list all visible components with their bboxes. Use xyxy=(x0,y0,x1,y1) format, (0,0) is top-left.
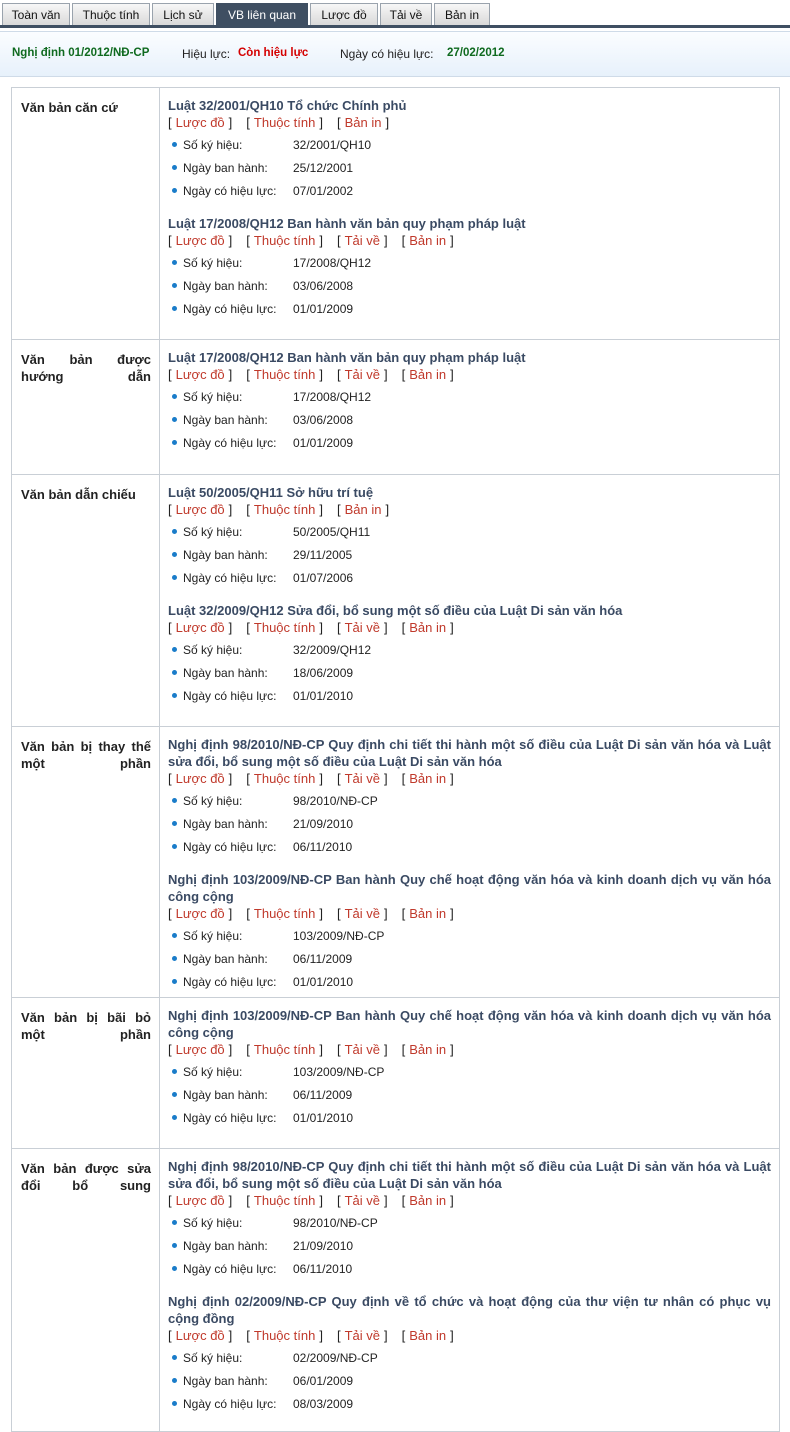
tai-ve-link[interactable]: Tải về xyxy=(344,1042,380,1057)
document-action-links xyxy=(168,905,771,922)
document-title-link[interactable]: Nghị định 02/2009/NĐ-CP Quy định về tổ chức và hoạt động của thư viện tư nhân có phục vụ cộng đồng xyxy=(168,1294,771,1326)
attribute-ngay-hieu-luc xyxy=(168,301,771,324)
bullet-icon xyxy=(172,844,177,849)
bullet-icon xyxy=(172,1115,177,1120)
bullet-icon xyxy=(172,670,177,675)
link-bracket: [ Thuộc tính ] xyxy=(246,1328,323,1343)
attribute-value: 18/06/2009 xyxy=(293,666,354,680)
attribute-value: 01/07/2006 xyxy=(293,571,354,585)
document-title-link[interactable]: Luật 17/2008/QH12 Ban hành văn bản quy phạm pháp luật xyxy=(168,216,526,231)
luoc-do-link[interactable]: Lược đồ xyxy=(175,1042,225,1057)
link-bracket: [ Lược đồ ] xyxy=(168,1042,233,1057)
related-document xyxy=(168,736,771,862)
bullet-icon xyxy=(172,575,177,580)
document-action-links xyxy=(168,1327,771,1344)
attribute-so-ky-hieu xyxy=(168,793,771,816)
status-value: Còn hiệu lực xyxy=(238,47,309,59)
tab-vb-lien-quan[interactable]: VB liên quan xyxy=(216,3,308,25)
attribute-ngay-ban-hanh xyxy=(168,278,771,301)
bullet-icon xyxy=(172,260,177,265)
attribute-label: Ngày có hiệu lực: xyxy=(183,975,277,989)
document-attributes xyxy=(168,255,771,324)
bullet-icon xyxy=(172,1092,177,1097)
attribute-label: Ngày có hiệu lực: xyxy=(183,1397,277,1411)
attribute-ngay-hieu-luc xyxy=(168,1396,771,1419)
luoc-do-link[interactable]: Lược đồ xyxy=(175,1328,225,1343)
attribute-label: Ngày ban hành: xyxy=(183,413,268,427)
link-bracket: [ Bản in ] xyxy=(336,115,390,130)
document-title-link[interactable]: Luật 50/2005/QH11 Sở hữu trí tuệ xyxy=(168,485,374,500)
tab-lich-su[interactable]: Lịch sử xyxy=(152,3,214,25)
tab-luoc-do[interactable]: Lược đồ xyxy=(310,3,378,25)
link-bracket: [ Tải về ] xyxy=(336,1193,388,1208)
luoc-do-link[interactable]: Lược đồ xyxy=(175,906,225,921)
link-bracket: [ Thuộc tính ] xyxy=(246,620,323,635)
ban-in-link[interactable]: Bản in xyxy=(344,115,382,130)
tab-bar xyxy=(0,0,790,28)
luoc-do-link[interactable]: Lược đồ xyxy=(175,771,225,786)
section-row xyxy=(12,88,779,339)
section-label: Văn bản căn cứ xyxy=(12,88,160,339)
link-bracket: [ Tải về ] xyxy=(336,906,388,921)
attribute-ngay-hieu-luc xyxy=(168,1261,771,1284)
bullet-icon xyxy=(172,1355,177,1360)
link-bracket: [ Bản in ] xyxy=(401,1042,454,1057)
related-document xyxy=(168,1293,771,1419)
attribute-value: 17/2008/QH12 xyxy=(293,390,372,404)
document-action-links xyxy=(168,619,771,636)
link-bracket: [ Lược đồ ] xyxy=(168,906,233,921)
attribute-value: 03/06/2008 xyxy=(293,279,354,293)
attribute-label: Số ký hiệu: xyxy=(183,138,243,152)
section-row xyxy=(12,474,779,726)
attribute-label: Số ký hiệu: xyxy=(183,1216,243,1230)
tai-ve-link[interactable]: Tải về xyxy=(344,1328,380,1343)
attribute-ngay-hieu-luc xyxy=(168,1110,771,1133)
bullet-icon xyxy=(172,417,177,422)
attribute-ngay-ban-hanh xyxy=(168,665,771,688)
link-bracket: [ Tải về ] xyxy=(336,1042,388,1057)
attribute-value: 21/09/2010 xyxy=(293,1239,354,1253)
link-bracket: [ Bản in ] xyxy=(401,233,454,248)
thuoc-tinh-link[interactable]: Thuộc tính xyxy=(253,906,316,921)
thuoc-tinh-link[interactable]: Thuộc tính xyxy=(253,1193,316,1208)
attribute-label: Ngày có hiệu lực: xyxy=(183,571,277,585)
attribute-label: Ngày ban hành: xyxy=(183,1239,268,1253)
attribute-value: 06/11/2010 xyxy=(293,840,353,854)
attribute-value: 32/2001/QH10 xyxy=(293,138,372,152)
attribute-value: 06/11/2009 xyxy=(293,952,353,966)
section-row xyxy=(12,997,779,1148)
attribute-value: 29/11/2005 xyxy=(293,548,353,562)
link-bracket: [ Tải về ] xyxy=(336,620,388,635)
bullet-icon xyxy=(172,283,177,288)
bullet-icon xyxy=(172,1243,177,1248)
document-action-links xyxy=(168,1192,771,1209)
ban-in-link[interactable]: Bản in xyxy=(409,1042,447,1057)
bullet-icon xyxy=(172,1401,177,1406)
bullet-icon xyxy=(172,529,177,534)
attribute-label: Ngày ban hành: xyxy=(183,952,268,966)
attribute-ngay-ban-hanh xyxy=(168,1238,771,1261)
effective-date-value: 27/02/2012 xyxy=(447,47,505,59)
ban-in-link[interactable]: Bản in xyxy=(409,620,447,635)
attribute-label: Ngày có hiệu lực: xyxy=(183,1262,277,1276)
section-row xyxy=(12,339,779,474)
attribute-label: Số ký hiệu: xyxy=(183,794,243,808)
attribute-ngay-ban-hanh xyxy=(168,951,771,974)
bullet-icon xyxy=(172,394,177,399)
doc-number: Nghị định 01/2012/NĐ-CP xyxy=(12,47,150,59)
tab-thuoc-tinh[interactable]: Thuộc tính xyxy=(72,3,150,25)
link-bracket: [ Lược đồ ] xyxy=(168,233,233,248)
tai-ve-link[interactable]: Tải về xyxy=(344,367,380,382)
attribute-so-ky-hieu xyxy=(168,1215,771,1238)
luoc-do-link[interactable]: Lược đồ xyxy=(175,1193,225,1208)
document-action-links xyxy=(168,114,771,131)
status-label: Hiệu lực: xyxy=(182,47,231,61)
tab-toan-van[interactable]: Toàn văn xyxy=(2,3,70,25)
attribute-label: Ngày có hiệu lực: xyxy=(183,184,277,198)
attribute-ngay-hieu-luc xyxy=(168,839,771,862)
link-bracket: [ Thuộc tính ] xyxy=(246,233,323,248)
document-title-link[interactable]: Nghị định 103/2009/NĐ-CP Ban hành Quy chế hoạt động văn hóa và kinh doanh dịch vụ văn hóa công cộng xyxy=(168,872,771,904)
attribute-so-ky-hieu xyxy=(168,928,771,951)
tai-ve-link[interactable]: Tải về xyxy=(344,620,380,635)
attribute-value: 32/2009/QH12 xyxy=(293,643,372,657)
document-attributes xyxy=(168,642,771,711)
thuoc-tinh-link[interactable]: Thuộc tính xyxy=(253,367,316,382)
link-bracket: [ Bản in ] xyxy=(401,1193,454,1208)
bullet-icon xyxy=(172,956,177,961)
attribute-value: 02/2009/NĐ-CP xyxy=(293,1351,378,1365)
document-attributes xyxy=(168,389,771,458)
section-label: Văn bản bị thay thế một phần xyxy=(12,727,160,997)
ban-in-link[interactable]: Bản in xyxy=(344,502,382,517)
attribute-value: 98/2010/NĐ-CP xyxy=(293,794,378,808)
attribute-ngay-hieu-luc xyxy=(168,435,771,458)
document-attributes xyxy=(168,793,771,862)
attribute-value: 98/2010/NĐ-CP xyxy=(293,1216,378,1230)
tai-ve-link[interactable]: Tải về xyxy=(344,771,380,786)
bullet-icon xyxy=(172,306,177,311)
section-label: Văn bản được sửa đổi bổ sung xyxy=(12,1149,160,1431)
attribute-label: Ngày ban hành: xyxy=(183,279,268,293)
attribute-value: 17/2008/QH12 xyxy=(293,256,372,270)
attribute-label: Ngày ban hành: xyxy=(183,1374,268,1388)
document-title-link[interactable]: Luật 17/2008/QH12 Ban hành văn bản quy phạm pháp luật xyxy=(168,350,526,365)
bullet-icon xyxy=(172,142,177,147)
related-document xyxy=(168,97,771,206)
link-bracket: [ Lược đồ ] xyxy=(168,115,233,130)
thuoc-tinh-link[interactable]: Thuộc tính xyxy=(253,233,316,248)
attribute-label: Ngày có hiệu lực: xyxy=(183,436,277,450)
document-title-link[interactable]: Luật 32/2001/QH10 Tổ chức Chính phủ xyxy=(168,98,407,113)
attribute-value: 103/2009/NĐ-CP xyxy=(293,1065,385,1079)
link-bracket: [ Lược đồ ] xyxy=(168,771,233,786)
ban-in-link[interactable]: Bản in xyxy=(409,906,447,921)
attribute-ngay-ban-hanh xyxy=(168,547,771,570)
attribute-value: 08/03/2009 xyxy=(293,1397,354,1411)
document-attributes xyxy=(168,137,771,206)
tai-ve-link[interactable]: Tải về xyxy=(344,1193,380,1208)
attribute-so-ky-hieu xyxy=(168,137,771,160)
thuoc-tinh-link[interactable]: Thuộc tính xyxy=(253,502,316,517)
attribute-label: Số ký hiệu: xyxy=(183,525,243,539)
link-bracket: [ Thuộc tính ] xyxy=(246,1193,323,1208)
document-action-links xyxy=(168,770,771,787)
luoc-do-link[interactable]: Lược đồ xyxy=(175,367,225,382)
attribute-value: 01/01/2010 xyxy=(293,1111,354,1125)
attribute-value: 21/09/2010 xyxy=(293,817,354,831)
related-document xyxy=(168,1007,771,1133)
attribute-ngay-ban-hanh xyxy=(168,412,771,435)
bullet-icon xyxy=(172,933,177,938)
bullet-icon xyxy=(172,798,177,803)
attribute-value: 06/11/2009 xyxy=(293,1088,353,1102)
attribute-so-ky-hieu xyxy=(168,642,771,665)
related-document xyxy=(168,484,771,593)
attribute-ngay-ban-hanh xyxy=(168,816,771,839)
related-document xyxy=(168,215,771,324)
attribute-label: Ngày có hiệu lực: xyxy=(183,302,277,316)
link-bracket: [ Tải về ] xyxy=(336,1328,388,1343)
bullet-icon xyxy=(172,1069,177,1074)
attribute-value: 01/01/2010 xyxy=(293,689,354,703)
document-attributes xyxy=(168,1215,771,1284)
ban-in-link[interactable]: Bản in xyxy=(409,771,447,786)
link-bracket: [ Bản in ] xyxy=(401,367,454,382)
attribute-value: 03/06/2008 xyxy=(293,413,354,427)
link-bracket: [ Bản in ] xyxy=(401,1328,454,1343)
luoc-do-link[interactable]: Lược đồ xyxy=(175,233,225,248)
tab-ban-in[interactable]: Bản in xyxy=(434,3,490,25)
attribute-value: 01/01/2009 xyxy=(293,302,354,316)
link-bracket: [ Thuộc tính ] xyxy=(246,367,323,382)
document-action-links xyxy=(168,501,771,518)
link-bracket: [ Thuộc tính ] xyxy=(246,1042,323,1057)
effective-date-label: Ngày có hiệu lực: xyxy=(340,47,434,61)
thuoc-tinh-link[interactable]: Thuộc tính xyxy=(253,620,316,635)
luoc-do-link[interactable]: Lược đồ xyxy=(175,115,225,130)
thuoc-tinh-link[interactable]: Thuộc tính xyxy=(253,771,316,786)
bullet-icon xyxy=(172,647,177,652)
link-bracket: [ Lược đồ ] xyxy=(168,1328,233,1343)
attribute-label: Số ký hiệu: xyxy=(183,390,243,404)
ban-in-link[interactable]: Bản in xyxy=(409,1328,447,1343)
thuoc-tinh-link[interactable]: Thuộc tính xyxy=(253,115,316,130)
ban-in-link[interactable]: Bản in xyxy=(409,1193,447,1208)
ban-in-link[interactable]: Bản in xyxy=(409,367,447,382)
document-title-link[interactable]: Nghị định 103/2009/NĐ-CP Ban hành Quy chế hoạt động văn hóa và kinh doanh dịch vụ văn hóa công cộng xyxy=(168,1008,771,1040)
link-bracket: [ Bản in ] xyxy=(336,502,390,517)
bullet-icon xyxy=(172,821,177,826)
attribute-value: 25/12/2001 xyxy=(293,161,354,175)
link-bracket: [ Lược đồ ] xyxy=(168,367,233,382)
related-document xyxy=(168,871,771,997)
link-bracket: [ Bản in ] xyxy=(401,906,454,921)
link-bracket: [ Bản in ] xyxy=(401,771,454,786)
section-content xyxy=(160,727,779,997)
document-info-bar xyxy=(0,31,790,77)
document-attributes xyxy=(168,1350,771,1419)
tai-ve-link[interactable]: Tải về xyxy=(344,233,380,248)
tai-ve-link[interactable]: Tải về xyxy=(344,906,380,921)
attribute-so-ky-hieu xyxy=(168,524,771,547)
document-action-links xyxy=(168,1041,771,1058)
document-attributes xyxy=(168,1064,771,1133)
attribute-value: 103/2009/NĐ-CP xyxy=(293,929,385,943)
link-bracket: [ Tải về ] xyxy=(336,367,388,382)
link-bracket: [ Bản in ] xyxy=(401,620,454,635)
link-bracket: [ Lược đồ ] xyxy=(168,620,233,635)
section-content xyxy=(160,475,779,726)
bullet-icon xyxy=(172,979,177,984)
link-bracket: [ Tải về ] xyxy=(336,771,388,786)
attribute-ngay-ban-hanh xyxy=(168,160,771,183)
attribute-so-ky-hieu xyxy=(168,389,771,412)
attribute-label: Ngày ban hành: xyxy=(183,161,268,175)
document-title-link[interactable]: Nghị định 98/2010/NĐ-CP Quy định chi tiết thi hành một số điều của Luật Di sản văn hóa và Luật sửa đổi, bổ sung một số điều của Luật Di sản văn hóa xyxy=(168,1159,771,1191)
link-bracket: [ Thuộc tính ] xyxy=(246,115,323,130)
attribute-label: Ngày có hiệu lực: xyxy=(183,689,277,703)
related-document xyxy=(168,349,771,458)
section-label: Văn bản được hướng dẫn xyxy=(12,340,160,474)
attribute-value: 06/01/2009 xyxy=(293,1374,354,1388)
section-content xyxy=(160,340,779,474)
attribute-ngay-ban-hanh xyxy=(168,1373,771,1396)
bullet-icon xyxy=(172,1378,177,1383)
bullet-icon xyxy=(172,440,177,445)
section-row xyxy=(12,1148,779,1431)
bullet-icon xyxy=(172,1220,177,1225)
attribute-label: Số ký hiệu: xyxy=(183,929,243,943)
attribute-value: 07/01/2002 xyxy=(293,184,354,198)
thuoc-tinh-link[interactable]: Thuộc tính xyxy=(253,1042,316,1057)
attribute-ngay-hieu-luc xyxy=(168,974,771,997)
attribute-label: Số ký hiệu: xyxy=(183,1065,243,1079)
attribute-value: 50/2005/QH11 xyxy=(293,525,371,539)
attribute-label: Số ký hiệu: xyxy=(183,256,243,270)
attribute-value: 01/01/2010 xyxy=(293,975,354,989)
document-attributes xyxy=(168,524,771,593)
attribute-label: Ngày ban hành: xyxy=(183,1088,268,1102)
attribute-label: Ngày có hiệu lực: xyxy=(183,1111,277,1125)
bullet-icon xyxy=(172,552,177,557)
bullet-icon xyxy=(172,1266,177,1271)
attribute-so-ky-hieu xyxy=(168,255,771,278)
attribute-label: Ngày ban hành: xyxy=(183,817,268,831)
link-bracket: [ Thuộc tính ] xyxy=(246,771,323,786)
attribute-label: Ngày ban hành: xyxy=(183,666,268,680)
section-content xyxy=(160,998,779,1148)
section-label: Văn bản dẫn chiếu xyxy=(12,475,160,726)
tab-tai-ve[interactable]: Tải về xyxy=(380,3,432,25)
section-row xyxy=(12,726,779,997)
attribute-ngay-hieu-luc xyxy=(168,688,771,711)
attribute-so-ky-hieu xyxy=(168,1350,771,1373)
bullet-icon xyxy=(172,165,177,170)
related-document xyxy=(168,1158,771,1284)
link-bracket: [ Lược đồ ] xyxy=(168,1193,233,1208)
link-bracket: [ Thuộc tính ] xyxy=(246,906,323,921)
attribute-ngay-hieu-luc xyxy=(168,183,771,206)
document-action-links xyxy=(168,366,771,383)
attribute-value: 06/11/2010 xyxy=(293,1262,353,1276)
attribute-label: Số ký hiệu: xyxy=(183,643,243,657)
thuoc-tinh-link[interactable]: Thuộc tính xyxy=(253,1328,316,1343)
luoc-do-link[interactable]: Lược đồ xyxy=(175,620,225,635)
section-content xyxy=(160,88,779,339)
document-attributes xyxy=(168,928,771,997)
document-action-links xyxy=(168,232,771,249)
related-documents-table xyxy=(11,87,780,1432)
attribute-ngay-hieu-luc xyxy=(168,570,771,593)
document-title-link[interactable]: Luật 32/2009/QH12 Sửa đổi, bổ sung một số điều của Luật Di sản văn hóa xyxy=(168,603,623,618)
attribute-so-ky-hieu xyxy=(168,1064,771,1087)
tab-underline xyxy=(0,25,790,28)
document-title-link[interactable]: Nghị định 98/2010/NĐ-CP Quy định chi tiết thi hành một số điều của Luật Di sản văn hóa và Luật sửa đổi, bổ sung một số điều của Luật Di sản văn hóa xyxy=(168,737,771,769)
link-bracket: [ Tải về ] xyxy=(336,233,388,248)
attribute-label: Ngày ban hành: xyxy=(183,548,268,562)
attribute-ngay-ban-hanh xyxy=(168,1087,771,1110)
link-bracket: [ Lược đồ ] xyxy=(168,502,233,517)
bullet-icon xyxy=(172,188,177,193)
related-document xyxy=(168,602,771,711)
ban-in-link[interactable]: Bản in xyxy=(409,233,447,248)
link-bracket: [ Thuộc tính ] xyxy=(246,502,323,517)
section-label: Văn bản bị bãi bỏ một phần xyxy=(12,998,160,1148)
luoc-do-link[interactable]: Lược đồ xyxy=(175,502,225,517)
attribute-value: 01/01/2009 xyxy=(293,436,354,450)
bullet-icon xyxy=(172,693,177,698)
attribute-label: Số ký hiệu: xyxy=(183,1351,243,1365)
attribute-label: Ngày có hiệu lực: xyxy=(183,840,277,854)
section-content xyxy=(160,1149,779,1431)
